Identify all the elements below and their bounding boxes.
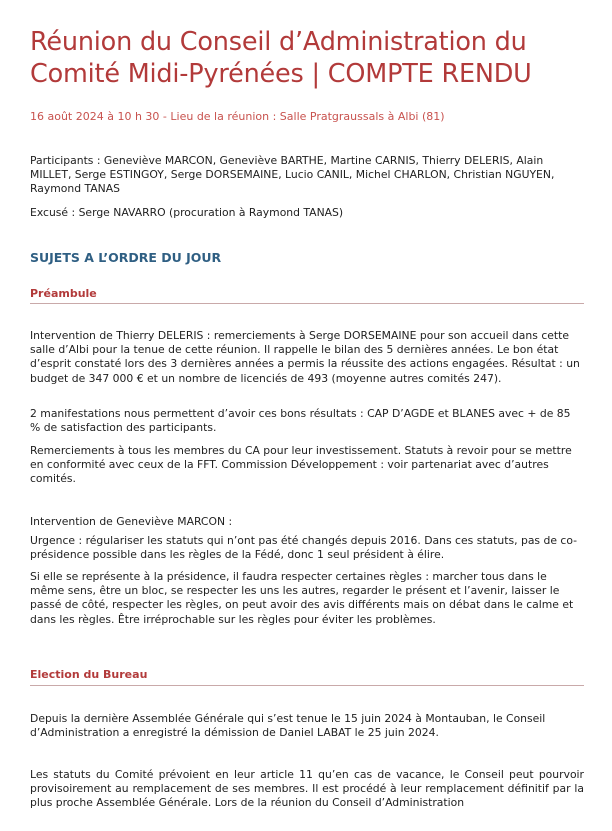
preambule-paragraph-5: Urgence : régulariser les statuts qui n’ont pas été changés depuis 2016. Dans ces statuts, pas de co-présidence possible dans les règles de la Fédé, donc 1 seul président à élire. bbox=[30, 534, 578, 562]
section-heading-preambule: Préambule bbox=[30, 287, 97, 300]
meeting-meta: 16 août 2024 à 10 h 30 - Lieu de la réunion : Salle Pratgraussals à Albi (81) bbox=[30, 110, 445, 123]
page-title: Réunion du Conseil d’Administration du Comité Midi-Pyrénées | COMPTE RENDU bbox=[30, 27, 532, 89]
preambule-paragraph-3: Remerciements à tous les membres du CA pour leur investissement. Statuts à revoir pour se mettre en conformité avec ceux de la FFT. Commission Développement : voir partenariat avec d’autres comités. bbox=[30, 444, 572, 486]
preambule-paragraph-1: Intervention de Thierry DELERIS : remerciements à Serge DORSEMAINE pour son accueil dans cette salle d’Albi pour la tenue de cette réunion. Il rappelle le bilan des 5 dernières années. Le bon état d’esprit constaté lors des 3 dernières années a permis la réussite des actions engagées. Résultat : un budget de 347 000 € et un nombre de licenciés de 493 (moyenne autres comités 247). bbox=[30, 329, 580, 385]
excused-text: Excusé : Serge NAVARRO (procuration à Raymond TANAS) bbox=[30, 206, 344, 219]
preambule-paragraph-2: 2 manifestations nous permettent d’avoir ces bons résultats : CAP D’AGDE et BLANES avec + de 85 % de satisfaction des participants. bbox=[30, 407, 571, 435]
preambule-paragraph-6: Si elle se représente à la présidence, il faudra respecter certaines règles : marcher tous dans le même sens, être un bloc, se respecter les uns les autres, regarder le présent et l’avenir, laisser le passé de côté, respecter les règles, on peut avoir des avis différents mais on débat dans le calme et dans les règles. Être irréprochable sur les règles pour éviter les problèmes. bbox=[30, 570, 574, 626]
participants-text: Participants : Geneviève MARCON, Geneviève BARTHE, Martine CARNIS, Thierry DELERIS, Alain MILLET, Serge ESTINGOY, Serge DORSEMAINE, Lucio CANIL, Michel CHARLON, Christian NGUYEN, Raymond TANAS bbox=[30, 154, 555, 196]
election-paragraph-1: Depuis la dernière Assemblée Générale qui s’est tenue le 15 juin 2024 à Montauban, le Conseil d’Administration a enregistré la démission de Daniel LABAT le 25 juin 2024. bbox=[30, 712, 546, 740]
election-paragraph-2: Les statuts du Comité prévoient en leur article 11 qu’en cas de vacance, le Conseil peut pourvoir provisoirement au remplacement de ses membres. Il est procédé à leur remplacement définitif par la plus proche Assemblée Générale. Lors de la réunion du Conseil d’Administration bbox=[30, 768, 584, 810]
section-divider bbox=[30, 685, 584, 686]
section-heading-election: Election du Bureau bbox=[30, 668, 148, 681]
preambule-paragraph-4: Intervention de Geneviève MARCON : bbox=[30, 515, 233, 528]
agenda-heading: SUJETS A L’ORDRE DU JOUR bbox=[30, 250, 222, 265]
section-divider bbox=[30, 303, 584, 304]
